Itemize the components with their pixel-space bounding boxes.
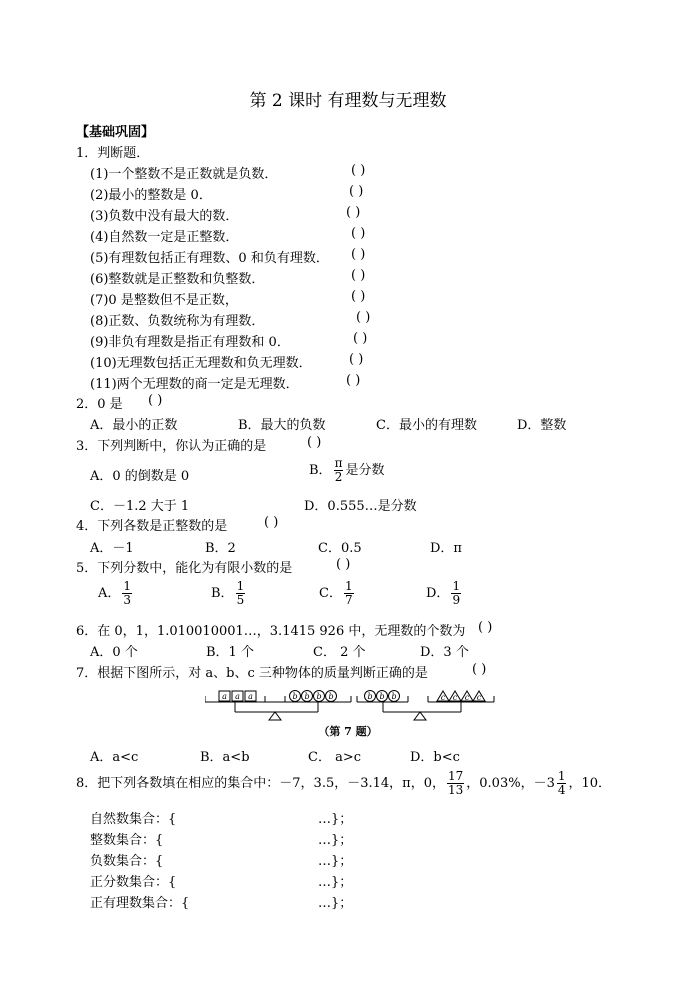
fraction-denominator: 7 — [344, 593, 353, 607]
weight-c-label: c — [452, 693, 458, 702]
q4-option-b: B．2 — [205, 541, 236, 556]
q1-answer-paren-9[interactable]: ( ) — [353, 331, 368, 346]
set-negative-numbers-end: …}； — [318, 854, 353, 869]
q3-option-a: A．0 的倒数是 0 — [90, 469, 190, 484]
q1-answer-paren-1[interactable]: ( ) — [351, 163, 366, 178]
q1-item-9: (9)非负有理数是指正有理数和 0． — [90, 335, 290, 350]
q6-option-b: B．1 个 — [206, 645, 254, 660]
weight-a-label: a — [222, 692, 227, 701]
set-positive-rationals-end: …}； — [318, 896, 353, 911]
q7-answer-paren[interactable]: ( ) — [472, 662, 487, 677]
right-balance-scale — [357, 691, 494, 721]
fraction-1-4 — [557, 770, 567, 797]
q5-option-a — [98, 580, 134, 607]
set-integers-end: …}； — [318, 833, 353, 848]
q1-item-11: (11)两个无理数的商一定是无理数． — [90, 377, 299, 392]
fraction-denominator: 5 — [236, 593, 245, 607]
q2-stem: 2．0 是 — [76, 397, 123, 412]
set-natural-numbers[interactable]: 自然数集合：{ — [90, 812, 177, 827]
q8-stem — [76, 770, 611, 797]
set-natural-numbers-end: …}； — [318, 812, 353, 827]
fraction-denominator: 13 — [447, 783, 464, 797]
set-negative-numbers[interactable]: 负数集合：{ — [90, 854, 164, 869]
weight-c-label: c — [464, 693, 470, 702]
section-heading: 【基础巩固】 — [76, 125, 155, 140]
fraction-numerator: 1 — [236, 579, 245, 593]
q4-option-a: A．－1 — [90, 541, 134, 556]
q1-answer-paren-4[interactable]: ( ) — [351, 226, 366, 241]
q7-option-c: C． a>c — [308, 750, 362, 765]
q3-option-b — [309, 457, 384, 484]
q7-stem: 7．根据下图所示，对 a、b、c 三种物体的质量判断正确的是 — [76, 666, 428, 681]
fraction-numerator: 1 — [557, 769, 566, 783]
fraction-denominator: 4 — [557, 783, 566, 797]
q1-item-8: (8)正数、负数统称为有理数． — [90, 314, 265, 329]
q1-item-2: (2)最小的整数是 0． — [90, 188, 212, 203]
pi-over-2-fraction — [334, 457, 344, 484]
weight-b-label: b — [367, 692, 373, 701]
q3-option-d: D．0.555…是分数 — [304, 499, 417, 514]
q1-answer-paren-3[interactable]: ( ) — [346, 205, 361, 220]
fraction — [122, 580, 132, 607]
q1-item-10: (10)无理数包括正无理数和负无理数． — [90, 356, 312, 371]
q6-stem: 6．在 0，1，1.010010001…，3.1415 926 中，无理数的个数为 — [76, 624, 466, 639]
q5-answer-paren[interactable]: ( ) — [336, 557, 351, 572]
q2-option-d: D．整数 — [517, 418, 567, 433]
weight-a-label: a — [248, 692, 253, 701]
weight-b-label: b — [328, 692, 334, 701]
q2-option-a: A．最小的正数 — [90, 418, 178, 433]
weight-b-label: b — [292, 692, 298, 701]
option-label: D． — [426, 586, 450, 601]
weight-a-label: a — [235, 692, 240, 701]
option-label: A． — [98, 586, 121, 601]
weight-c-label: c — [440, 693, 446, 702]
fraction-17-13 — [447, 770, 464, 797]
q1-answer-paren-6[interactable]: ( ) — [351, 268, 366, 283]
q5-option-b — [211, 580, 247, 607]
q1-item-6: (6)整数就是正整数和负整数． — [90, 272, 265, 287]
q1-answer-paren-8[interactable]: ( ) — [356, 310, 371, 325]
fraction-denominator: 9 — [452, 593, 461, 607]
fraction-numerator: 17 — [447, 769, 464, 783]
figure-caption: （第 7 题） — [318, 725, 378, 738]
set-positive-rationals[interactable]: 正有理数集合：{ — [90, 896, 190, 911]
q5-stem: 5．下列分数中，能化为有限小数的是 — [76, 561, 293, 576]
q3-stem: 3．下列判断中，你认为正确的是 — [76, 439, 267, 454]
q7-option-a: A．a<c — [90, 750, 139, 765]
set-positive-fractions[interactable]: 正分数集合：{ — [90, 875, 177, 890]
q3-option-c: C．－1.2 大于 1 — [90, 499, 190, 514]
fraction-numerator: 1 — [344, 579, 353, 593]
weight-b-label: b — [316, 692, 322, 701]
q1-answer-paren-5[interactable]: ( ) — [351, 247, 366, 262]
q2-option-c: C．最小的有理数 — [376, 418, 477, 433]
q4-answer-paren[interactable]: ( ) — [264, 515, 279, 530]
fraction-denominator: 3 — [123, 593, 132, 607]
q1-item-5: (5)有理数包括正有理数、0 和负有理数． — [90, 251, 329, 266]
q3-answer-paren[interactable]: ( ) — [307, 435, 322, 450]
weight-b-label: b — [379, 692, 385, 701]
q5-option-c — [319, 580, 356, 607]
q1-stem: 1．判断题． — [76, 146, 150, 161]
q4-option-d: D．π — [430, 541, 462, 556]
q1-item-3: (3)负数中没有最大的数． — [90, 209, 239, 224]
q1-answer-paren-10[interactable]: ( ) — [349, 352, 364, 367]
weight-b-label: b — [391, 692, 397, 701]
fraction-numerator: 1 — [123, 579, 132, 593]
q6-answer-paren[interactable]: ( ) — [478, 620, 493, 635]
q5-option-d — [426, 580, 463, 607]
q8-stem-end: ，10． — [568, 776, 612, 791]
q1-answer-paren-2[interactable]: ( ) — [349, 184, 364, 199]
fraction-numerator: 1 — [452, 579, 461, 593]
q3-option-b-label: B． — [309, 463, 332, 478]
q2-answer-paren[interactable]: ( ) — [148, 393, 163, 408]
fraction — [451, 580, 461, 607]
q1-item-1: (1)一个整数不是正数就是负数． — [90, 167, 278, 182]
weight-c-label: c — [476, 693, 482, 702]
set-integers[interactable]: 整数集合：{ — [90, 833, 164, 848]
q1-answer-paren-7[interactable]: ( ) — [351, 289, 366, 304]
q1-answer-paren-11[interactable]: ( ) — [346, 373, 361, 388]
q6-option-c: C． 2 个 — [313, 645, 366, 660]
q6-option-d: D．3 个 — [420, 645, 469, 660]
q4-option-c: C．0.5 — [318, 541, 362, 556]
page-title: 第 2 课时 有理数与无理数 — [249, 91, 447, 111]
scale-fulcrum-triangle — [414, 712, 426, 720]
q6-option-a: A．0 个 — [90, 645, 138, 660]
q8-stem-text: 8．把下列各数填在相应的集合中：－7，3.5，－3.14，π，0， — [76, 776, 445, 791]
fraction-numerator: π — [334, 456, 343, 470]
scale-fulcrum-triangle — [269, 712, 281, 720]
set-positive-fractions-end: …}； — [318, 875, 353, 890]
weight-b-label: b — [304, 692, 310, 701]
q7-option-b: B．a<b — [200, 750, 250, 765]
option-label: B． — [211, 586, 234, 601]
q7-option-d: D．b<c — [410, 750, 460, 765]
q1-item-7: (7)0 是整数但不是正数， — [90, 293, 238, 308]
fraction-denominator: 2 — [334, 470, 343, 484]
balance-scales-figure — [205, 683, 495, 723]
option-label: C． — [319, 586, 342, 601]
q3-option-b-text: 是分数 — [345, 463, 385, 478]
fraction — [344, 580, 354, 607]
q2-option-b: B．最大的负数 — [238, 418, 326, 433]
q4-stem: 4．下列各数是正整数的是 — [76, 519, 228, 534]
fraction — [236, 580, 246, 607]
q8-stem-mid: ，0.03%，－3 — [466, 776, 555, 791]
q1-item-4: (4)自然数一定是正整数． — [90, 230, 239, 245]
